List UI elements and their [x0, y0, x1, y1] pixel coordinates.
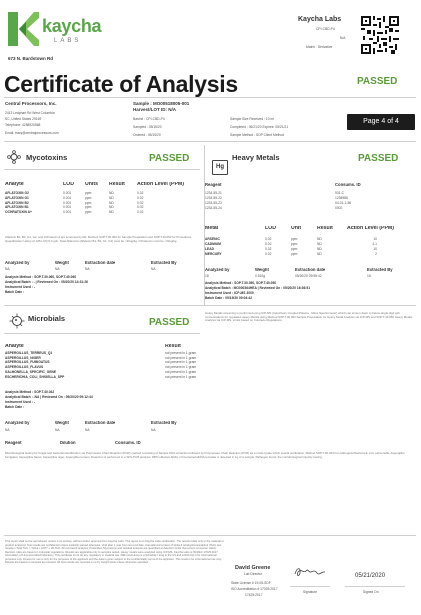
microbials-method: Analysis Method : SOP.T.40.042	[5, 390, 55, 394]
table-row: LEAD 0.02 ppm ND 10	[205, 247, 377, 251]
heavy-metals-batch: Analytical Batch : MO000364HEA | Reviewed On : 05/20/20 16:36:51	[205, 286, 311, 290]
harvest-lot-id: Harvest/LOT ID: N/A	[133, 107, 177, 112]
microbials-title: Microbials	[28, 314, 66, 323]
mycotoxins-meta-values: NA NA NA NA	[5, 267, 156, 271]
list-item: 1234-55-23 04-01-1-56	[205, 201, 352, 205]
heavy-metals-reagent-header: Reagent Consums. ID	[205, 183, 361, 187]
table-row: AFLATOXIN G2 0.001 ppm ND 0.02	[5, 191, 144, 195]
col-action-level: Action Level (PPM)	[137, 182, 184, 187]
heavy-metals-instrument: Instrument Used : ICP-MS 3000	[205, 291, 254, 295]
sample-id: Sample : MO00518005-001	[133, 101, 190, 106]
list-item: 1234-55-24 0002	[205, 206, 343, 210]
client-telephone: Telephone: 4258920568	[5, 123, 41, 127]
signature-image	[293, 565, 327, 579]
client-address-1: 2413 Leaphart Rd West Columbia	[5, 111, 55, 115]
microbials-meta-values: NA NA NA NA	[5, 428, 156, 432]
sampled-date: Sampled : 05/15/20	[133, 125, 162, 129]
mycotoxins-status: PASSED	[149, 153, 190, 164]
heavy-metals-rows	[205, 237, 415, 259]
batch-number: Batch# : CPI-CBD-P4	[133, 117, 165, 121]
client-email: Email: tracy@centralprocessors.com	[5, 131, 59, 135]
microbials-header-row: Analyte Result	[5, 344, 181, 349]
table-row: MERCURY 0.02 ppm ND 2	[205, 252, 377, 256]
mycotoxins-note: Aflatoxin B1, B2, G1, G2, and Ochratoxin A are screened by Ms. Method: SOP.T.30.060 for Sample Preparation and SOP.T.40.060 for Procedures Quantification Using LC-MS LOQ 5.0 ppb. Total Aflatoxins (Aflatoxin B1, B2, G1, G2) must be <20ug/kg. Ochratoxin must be <20ug/kg.	[5, 235, 192, 243]
microbials-icon	[8, 312, 26, 330]
table-row: ESCHERICHIA_COLI_SHIGELLA_SPP not present in 1 gram	[5, 374, 197, 379]
heavy-metals-icon	[212, 160, 228, 175]
table-row: ASPERGILLUS_NIGER not present in 1 gram	[5, 355, 197, 360]
mycotoxins-method: Analysis Method : SOP.T.30.060, SOP.T.40.060	[5, 275, 77, 279]
state-license: State License # 19-05-SDF	[231, 581, 271, 585]
table-row: CADMIUM 0.02 ppm ND 4.1	[205, 242, 377, 246]
lab-name: Kaycha Labs	[298, 16, 342, 23]
table-row: SALMONELLA_SPECIFIC_GENE not present in 1 gram	[5, 369, 197, 374]
mycotoxins-rows	[5, 191, 201, 216]
table-row: ASPERGILLUS_TERREUS_Q1 not present in 1 gram	[5, 351, 197, 355]
list-item: 1234-55-21 931-C	[205, 191, 344, 195]
col-units: Units	[85, 182, 98, 187]
sample-method: Sample Method : SOP Client Method	[230, 133, 284, 137]
sample-size-received: Sample Size Received : 10 ml	[230, 117, 274, 121]
signature-label: Signature	[303, 590, 318, 594]
mycotoxins-instrument: Instrument Used : -	[5, 285, 36, 289]
client-address-2: SC, United States 29169	[5, 117, 42, 121]
director-title: Lab Director	[244, 572, 262, 576]
signed-date: 05/21/2020	[355, 573, 386, 579]
matrix-type: Matrix : Derivative	[306, 45, 333, 49]
signature-icon	[293, 565, 327, 579]
mycotoxins-meta-header: Analyzed by Weight Extraction date Extracted By	[5, 261, 177, 265]
overall-status: PASSED	[357, 76, 398, 87]
microbials-note: Microbiological testing for fungal and bacterial identification via Polymerase Chain Reaction (PCR) method consisting of Sample DNA extraction followed by Polymerase Chain Reaction (PCR) as a crude lysate which avoids purification. Method SOP.T.40.043 For pathogenic/bacteria E. coli, salmonella, Aspergillus fumigatus, Aspergillus flavus, Aspergillus niger, Aspergillus terreus. Detection is performed in a SFS-PCR analysis. MPD effective Ability of low bacteria/DNA template is detected in 1g of a sample. Pathogen found; the microbiological impurity testing.	[5, 451, 405, 459]
product-na: N/A	[340, 36, 346, 40]
col-lod: LOD	[63, 182, 74, 187]
ordered-date: Ordered : 05/15/20	[133, 133, 161, 137]
list-item: 1234-55-22 1238986	[205, 196, 348, 200]
table-row: ARSENIC 0.02 ppm ND 10	[205, 237, 377, 241]
mycotoxins-batch: Analytical Batch : - | Reviewed On : 05/20/20 14:31:26	[5, 280, 89, 284]
table-row: AFLATOXIN G1 0.001 ppm ND 0.02	[5, 195, 144, 200]
microbials-rows	[5, 351, 201, 381]
signed-on-label: Signed On	[363, 590, 379, 594]
director-name: David Greene	[235, 565, 271, 571]
heavy-metals-title: Heavy Metals	[232, 153, 280, 162]
col-result: Result	[109, 182, 125, 187]
heavy-metals-header-row: Metal LOD Unit Result Action Level (PPM)	[205, 226, 394, 231]
footer-disclaimer: This report shall not be reproduced, unless in its entirety, without written approval from Kaycha Labs. This report is an Kaycha Labs certification. The results relate only to the material or product analyzed. Test results are confidential unless explicitly waived otherwise. Void after 1 year from test end date. Cannabinoid content of Delta-9 tetrahydrocannabinol (THC) test results is Total THC = THCa x 0.877 + d9-THC. All recovered analytes, Pesticides, Mycotoxins and residual solvents are quantified at detection limits that ensure consumer safety. Decision rules are based on Colorado regulations. Results are applicable only to samples tested. Heavy metals were analyzed using ICP-MS. Kaycha Labs is ISO/IEC 17025:2017 Accredited; a PJLA accredited laboratory. This certificate is not for any regulatory or medical use. MMJ and Hemp is a Schedule I drug in the US and LOD/LOQ is for informational purposes only. Fitness for use is only for the purposes of the applicant and the data is given subject to the confidentiality terms of the applicant. This result is for informational use only. Results are based on samples as received. All CoA results are reported on a dry weight basis unless otherwise specified.	[5, 540, 224, 564]
microbials-reagent-header: Reagent Dilution Consums. ID	[5, 441, 141, 445]
heavy-metals-run: Batch Date : 05/19/20 09:04:42	[205, 296, 253, 300]
microbials-status: PASSED	[149, 317, 190, 328]
heavy-metals-note: Heavy Metals screening is performed using ICP-MS (Inductively Coupled Plasma - Mass Spectrometer) which can screen down to below single digit ppb concentrations for regulated Heavy Metals using Method SOP.T.30.052 Sample Preparation for Heavy Metal Analysis via ICP-MS and SOP.T.40.050 Heavy Metals Analysis via ICP-MS. Limits based on Colorado Regulations.	[205, 311, 413, 323]
mycotoxins-title: Mycotoxins	[26, 153, 68, 162]
brand-sub: LABS	[54, 38, 82, 44]
qr-code-icon	[361, 16, 399, 54]
col-analyte: Analyte	[5, 182, 24, 187]
table-row: OCHRATOXIN A+ 0.001 ppm ND 0.02	[5, 210, 144, 215]
hg-symbol: Hg	[216, 164, 224, 170]
mycotoxins-header-row	[5, 182, 197, 186]
page-title: Certificate of Analysis	[4, 71, 238, 97]
table-row: ASPERGILLUS_FLAVUS not present in 1 gram	[5, 365, 197, 370]
client-name: Central Processors, Inc.	[5, 101, 57, 106]
heavy-metals-method: Analysis Method : SOP.T.30.050, SOP.T.40.050	[205, 281, 277, 285]
director-id: 17425:2017	[245, 593, 263, 597]
table-row: AFLATOXIN B1 0.001 ppm ND 0.02	[5, 205, 144, 210]
product-code: CPI-CBD-P4	[316, 27, 335, 31]
heavy-metals-meta-header: Analyzed by Weight Extraction date Extracted By	[205, 268, 393, 272]
page-indicator-label: Page 4 of 4	[363, 118, 399, 125]
mycotoxins-icon	[6, 149, 22, 165]
lab-address: 673 N. Bardstown Rd	[8, 56, 54, 61]
microbials-batch: Analytical Batch : -NA | Reviewed On : 05/20/20 09:12:44	[5, 395, 93, 399]
mycotoxins-run: Batch Date :	[5, 290, 25, 294]
heavy-metals-reagent-list	[205, 191, 415, 213]
microbials-instrument: Instrument Used : -	[5, 400, 36, 404]
kaycha-logo	[6, 10, 101, 50]
microbials-run: Batch Date :	[5, 405, 25, 409]
table-row: ASPERGILLUS_FUMIGATUS not present in 1 gram	[5, 360, 197, 365]
kaycha-k-mark-icon	[6, 10, 40, 48]
microbials-meta-header: Analyzed by Weight Extraction date Extracted By	[5, 421, 177, 425]
brand-name: kaycha	[42, 16, 102, 36]
completed-expires: Completed : 05/21/20 Expires: 05/21/21	[230, 125, 289, 129]
heavy-metals-meta-values: 18 0.510g 05/20/20 09:55:42 18	[205, 274, 371, 278]
iso-accreditation: ISO Accreditation # 17025:2017	[231, 587, 278, 591]
heavy-metals-status: PASSED	[358, 153, 399, 164]
page-indicator	[347, 114, 415, 130]
table-row: AFLATOXIN B2 0.001 ppm ND 0.02	[5, 200, 144, 205]
